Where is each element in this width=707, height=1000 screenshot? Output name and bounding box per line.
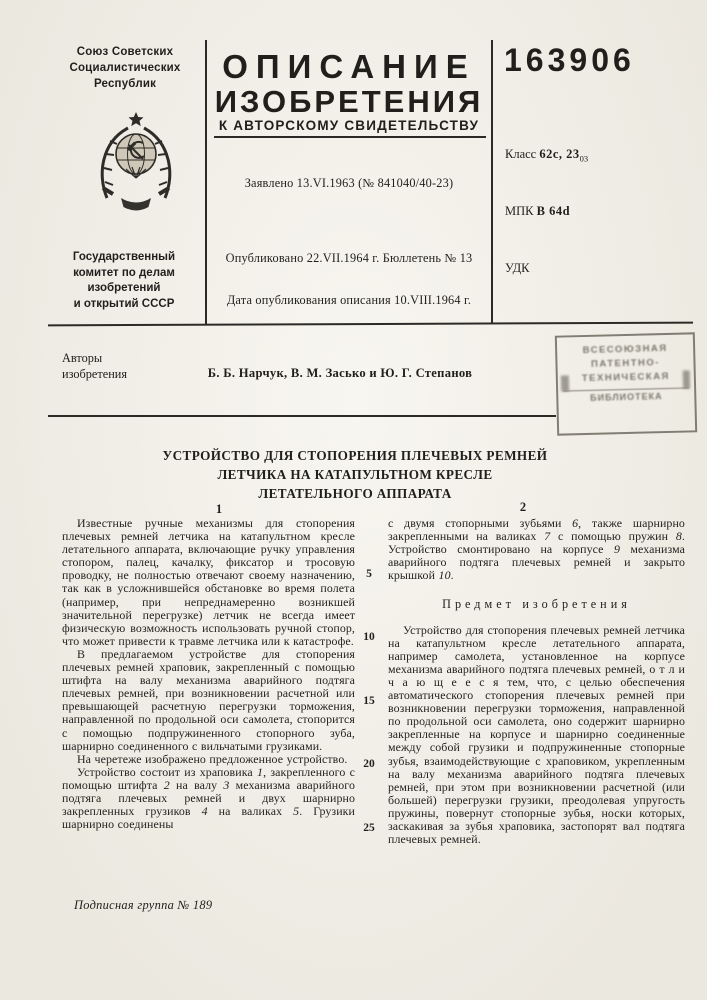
filed-line: Заявлено 13.VI.1963 (№ 841040/40-23) <box>244 176 454 190</box>
library-stamp-bottom-line: БИБЛИОТЕКА <box>589 391 663 403</box>
margin-line-number: 20 <box>363 758 375 770</box>
margin-line-numbers <box>356 0 382 1000</box>
column-1-number: 1 <box>215 502 223 516</box>
invention-title <box>60 446 650 503</box>
mpk-value: В 64d <box>536 204 571 218</box>
invention-title-line: ЛЕТЧИКА НА КАТАПУЛЬТНОМ КРЕСЛЕ <box>217 467 493 482</box>
right-text-column <box>388 517 685 846</box>
body-paragraph: Устройство состоит из храповика 1, закрепленного с помощью штифта 2 на валу 3 механизма аварийного подтяга плечевых ремней и двух шарнирно закрепленных грузиков 4 на валиках 5. Грузики шарнирно соединены <box>62 764 356 832</box>
committee-name-line: Государственный <box>72 251 176 263</box>
body-paragraph: В предлагаемом устройстве для стопорения плечевых ремней храповик, закрепленный с помощью штифта на валу механизма аварийного подтяга плечевых ремней, при возникновении расчетной или превышающей расчетную перегрузки торможения, направленной по продольной оси самолета, стопорится с помощью подпружиненного стопорного зуба, шарнирно соединенного с вильчатыми грузиками. <box>62 646 355 753</box>
body-paragraph: На черетеже изображено предложенное устройство. <box>77 751 348 766</box>
subscription-group-note: Подписная группа № 189 <box>74 898 213 912</box>
union-name-line: Социалистических <box>69 62 181 74</box>
claims-heading: Предмет изобретения <box>442 597 631 612</box>
class-value: 62c, 23 <box>539 147 580 161</box>
invention-title-line: УСТРОЙСТВО ДЛЯ СТОПОРЕНИЯ ПЛЕЧЕВЫХ РЕМНЕЙ <box>162 448 548 463</box>
ussr-state-emblem-icon <box>92 110 180 219</box>
claims-text <box>388 624 685 847</box>
mpk-line <box>505 204 570 219</box>
class-label: Класс <box>505 147 537 161</box>
union-name-line: Союз Советских <box>76 46 174 58</box>
stamp-smudge <box>683 370 690 388</box>
claims-paragraph: Устройство для стопорения плечевых ремней летчика на катапультном кресле летательного аппарата, например самолета, установленное на корпусе механизма аварийного подтяга плечевых ремней, о т л и ч а ю щ е е с я тем, что, с целью обеспечения автоматического стопорения плечевых ремней при возникновении перегрузки торможения, направленной по продольной оси самолета, оно содержит шарнирно закрепленные на корпусе и шарнирно соединенные между собой грузики и подпружиненные стопорные зубья, взаимодействующие с храповиком, укрепленным на валу механизма аварийного подтяга плечевых ремней, при этом при возникновении расчетной (или большей) перегрузки грузики, преодолевая упругость пружины, повернут стопорные зубья, носки которых, заскакивая за зубья храповика, застопорят вал подтяга плечевых ремней. <box>388 622 685 847</box>
description-published-line: Дата опубликования описания 10.VIII.1964 г. <box>226 293 472 307</box>
invention-title-line: ЛЕТАТЕЛЬНОГО АППАРАТА <box>258 486 452 501</box>
authors-label <box>62 351 127 382</box>
column-2-number: 2 <box>519 500 527 514</box>
class-line <box>505 147 588 164</box>
union-name <box>43 44 207 92</box>
library-stamp-line: ТЕХНИЧЕСКАЯ <box>581 370 670 385</box>
class-subscript: 03 <box>579 153 589 164</box>
mpk-label: МПК <box>505 204 534 218</box>
union-name-line: Республик <box>93 78 157 90</box>
margin-line-number: 15 <box>363 695 375 707</box>
committee-name-line: и открытий СССР <box>73 297 175 310</box>
patent-number: 163906 <box>504 42 635 78</box>
udk-label: УДК <box>505 261 530 275</box>
library-stamp-line: ВСЕСОЮЗНАЯ <box>582 342 668 357</box>
document-subtype: К АВТОРСКОМУ СВИДЕТЕЛЬСТВУ <box>218 118 480 133</box>
document-type-word2: ИЗОБРЕТЕНИЯ <box>214 84 484 119</box>
authors-names: Б. Б. Нарчук, В. М. Засько и Ю. Г. Степанов <box>207 366 473 380</box>
library-stamp-line: ПАТЕНТНО- <box>590 357 661 370</box>
committee-name-line: изобретений <box>87 282 161 294</box>
published-line: Опубликовано 22.VII.1964 г. Бюллетень № 13 <box>225 251 473 265</box>
library-stamp <box>555 332 697 435</box>
authors-label-line: изобретения <box>62 366 128 381</box>
margin-line-number: 25 <box>363 822 375 834</box>
left-text-column <box>62 517 355 831</box>
authors-label-line: Авторы <box>62 351 103 365</box>
committee-name <box>38 250 210 312</box>
margin-line-number: 10 <box>363 631 375 643</box>
body-paragraph: Известные ручные механизмы для стопорения плечевых ремней летчика на катапультном кресле летательного аппарата, включающие ручку управления стопором, палец, качалку, фиксатор и тросовую проводку, не полностью отвечают своему назначению, так как в усложнившейся обстановке во время полета (например, при непреднамеренно возникшей значительной перегрузке) летчик не всегда имеет физическую возможность использовать ручной стопор, что может привести к травме летчика или к катастрофе. <box>62 516 355 648</box>
subtype-underline <box>214 136 486 138</box>
body-paragraph-continuation: с двумя стопорными зубьями 6, также шарнирно закрепленными на валиках 7 с помощью пружин 8. Устройство смонтировано на корпусе 9 механизма аварийного подтяга плечевых ремней и закрыто крышкой 10. <box>388 516 685 583</box>
margin-line-number: 5 <box>366 568 372 580</box>
committee-name-line: комитет по делам <box>73 266 175 279</box>
document-type-word1: ОПИСАНИЕ <box>222 48 476 85</box>
stamp-smudge <box>561 375 569 391</box>
library-stamp-text <box>557 334 694 386</box>
authors-bottom-rule <box>48 415 556 417</box>
